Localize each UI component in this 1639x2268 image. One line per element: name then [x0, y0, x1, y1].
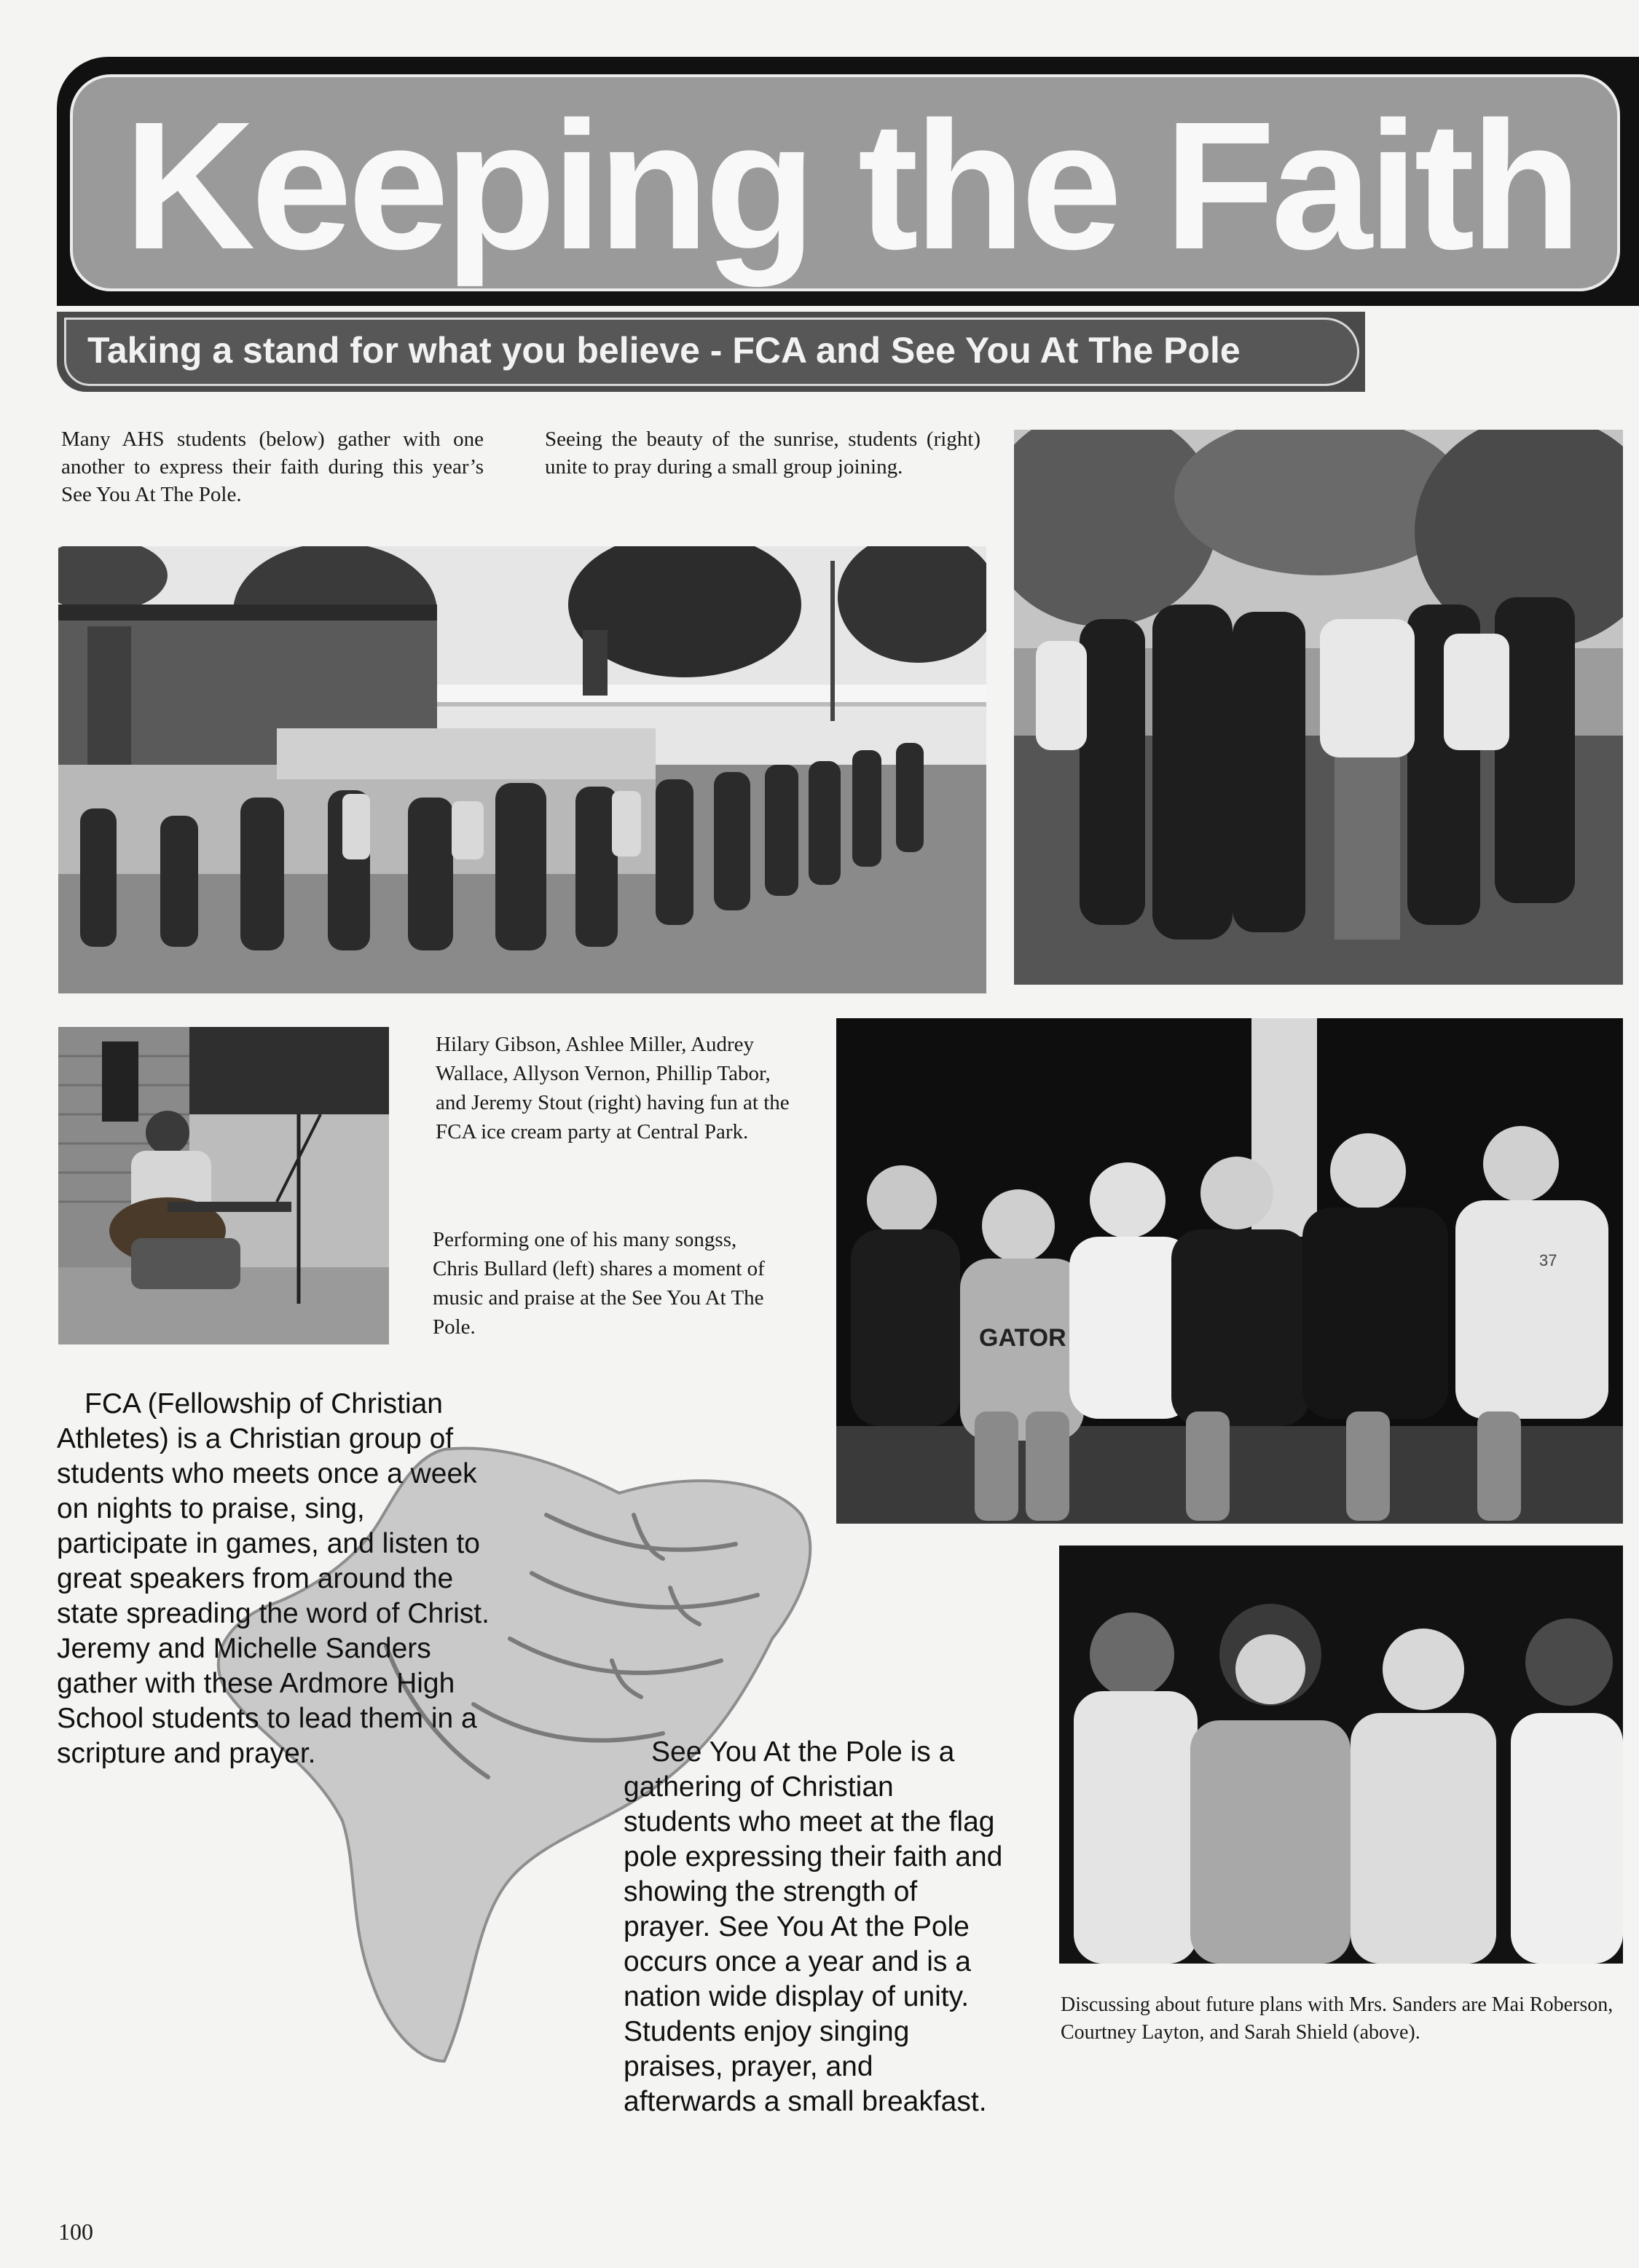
- photo-sunrise-prayer: [1014, 430, 1623, 985]
- photo-pole-gathering: [58, 546, 986, 993]
- photo-guitarist: [58, 1027, 389, 1344]
- shirt-text-gator: GATOR: [979, 1324, 1066, 1352]
- caption-discussing-plans: Discussing about future plans with Mrs. Sanders are Mai Roberson, Courtney Layton, and Sarah Shield (above).: [1061, 1993, 1614, 2044]
- photo-ice-cream-party: [836, 1018, 1623, 1524]
- caption-sunrise-prayer: Seeing the beauty of the sunrise, students (right) unite to pray during a small group joining.: [545, 428, 980, 479]
- article-see-you-at-the-pole: See You At the Pole is a gathering of Christian students who meet at the flag pole expressing their faith and showing the strength of prayer. See You At the Pole occurs once a year and is a nation wide display of unity. Students enjoy singing praises, prayer, and afterwards a small breakfast.: [624, 1736, 1003, 2117]
- photo-discussing-plans: [1059, 1546, 1623, 1964]
- caption-pole-gathering: Many AHS students (below) gather with one another to express their faith during this year’s See You At The Pole.: [61, 428, 484, 506]
- caption-ice-cream-party: Hilary Gibson, Ashlee Miller, Audrey Wallace, Allyson Vernon, Phillip Tabor, and Jeremy Stout (right) having fun at the FCA ice cream party at Central Park.: [436, 1033, 790, 1143]
- page-title: Keeping the Faith: [124, 84, 1578, 287]
- article-fca: FCA (Fellowship of Christian Athletes) is a Christian group of students who meets once a week on nights to praise, sing, participate in games, and listen to great speakers from around the state spreading the word of Christ. Jeremy and Michelle Sanders gather with these Ardmore High School students to lead them in a scripture and prayer.: [57, 1388, 490, 1769]
- page-subtitle: Taking a stand for what you believe - FCA and See You At The Pole: [87, 330, 1241, 371]
- shirt-text-number: 37: [1539, 1251, 1557, 1269]
- page-number: 100: [58, 2218, 93, 2245]
- caption-guitarist: Performing one of his many songss, Chris Bullard (left) shares a moment of music and praise at the See You At The Pole.: [433, 1228, 765, 1339]
